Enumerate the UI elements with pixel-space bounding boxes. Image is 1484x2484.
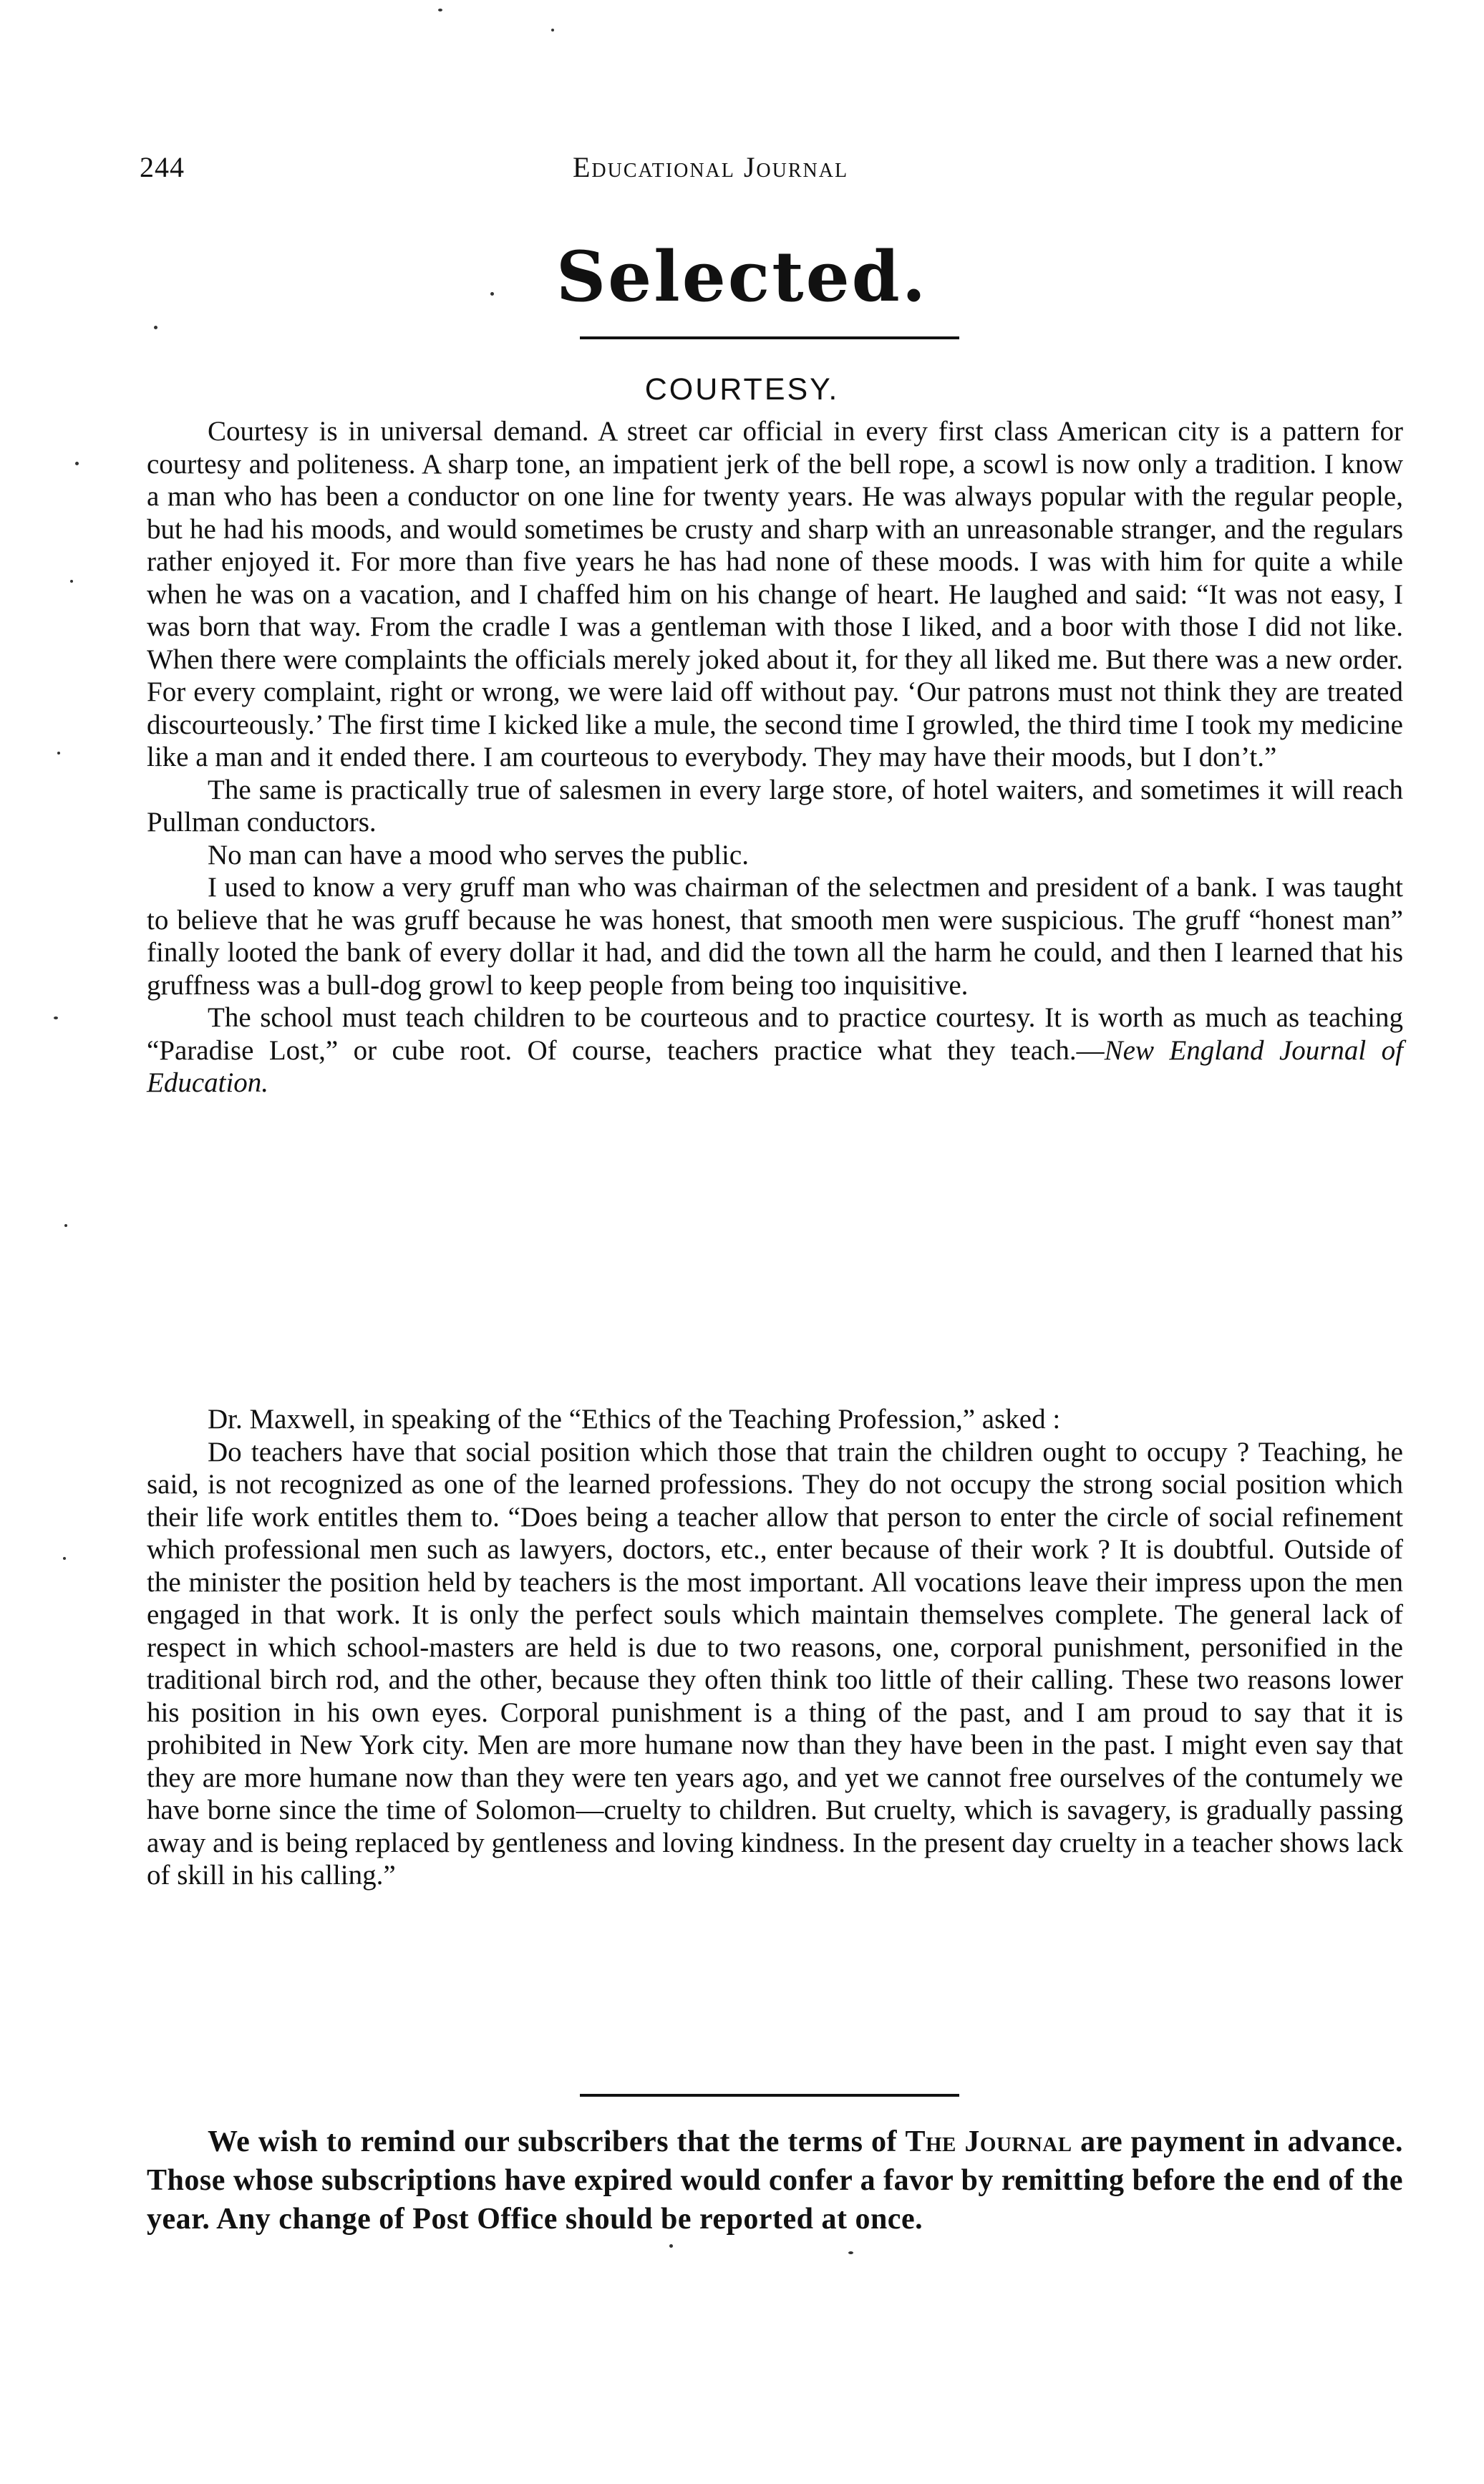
scan-speck <box>54 1017 58 1019</box>
scan-speck <box>438 9 442 11</box>
article-paragraph: No man can have a mood who serves the public. <box>208 839 749 870</box>
maxwell-article <box>147 1403 1403 1892</box>
scan-speck <box>848 2251 853 2254</box>
scan-speck <box>490 292 494 296</box>
courtesy-article <box>147 415 1403 1100</box>
scan-speck <box>64 1224 67 1227</box>
notice-paragraph <box>147 2122 1403 2238</box>
subscriber-notice <box>147 2122 1403 2238</box>
journal-name: The Journal <box>905 2125 1072 2158</box>
scan-speck <box>70 580 73 583</box>
scan-speck <box>669 2244 673 2248</box>
notice-lead: We wish to remind our subscribers that the terms of <box>208 2125 906 2158</box>
article-paragraph: Dr. Maxwell, in speaking of the “Ethics of the Teaching Profession,” asked : <box>208 1404 1061 1435</box>
article-paragraph-last <box>147 1001 1403 1100</box>
divider-rule <box>580 336 959 339</box>
scan-speck <box>75 462 79 465</box>
scan-speck <box>63 1557 66 1560</box>
article-paragraph: I used to know a very gruff man who was chairman of the selectmen and president of a bank. I was taught to believe that he was gruff because he was honest, that smooth men were suspicious. The gruff “honest man” finally looted the bank of every dollar it had, and did the town all the harm he could, and then I learned that his gruffness was a bull-dog growl to keep people from being too inquisitive. <box>147 872 1403 1001</box>
page-number: 244 <box>140 151 185 183</box>
page-header <box>140 150 1403 193</box>
scan-speck <box>551 29 554 31</box>
article-title: COURTESY. <box>644 372 840 407</box>
article-paragraph: Courtesy is in universal demand. A street car official in every first class American city is a pattern for courtesy and politeness. A sharp tone, an impatient jerk of the bell rope, a scowl is now only a tradition. I know a man who has been a conductor on one line for twenty years. He was always popular with the regular people, but he had his moods, and would sometimes be crusty and sharp with an unreasonable stranger, and the regulars rather enjoyed it. For more than five years he has had none of these moods. I was with him for quite a while when he was on a vacation, and I chaffed him on his change of heart. He laughed and said: “It was not easy, I was born that way. From the cradle I was a gentleman with those I liked, and a boor with those I did not like. When there were complaints the officials merely joked about it, for they all liked me. But there was a new order. For every complaint, right or wrong, we were laid off without pay. ‘Our patrons must not think they are treated discourteously.’ The first time I kicked like a mule, the second time I growled, the third time I took my medicine like a man and it ended there. I am courteous to everybody. They may have their moods, but I don’t.” <box>147 416 1403 772</box>
divider-rule <box>580 2094 959 2097</box>
scan-speck <box>57 752 60 755</box>
section-title: Selected. <box>556 236 928 317</box>
article-paragraph-text: The school must teach children to be courteous and to practice courtesy. It is worth as much as teaching “Paradise Lost,” or cube root. Of course, teachers practice what they teach.— <box>147 1002 1403 1066</box>
running-head: Educational Journal <box>573 151 849 183</box>
scan-speck <box>154 326 157 329</box>
article-source: New England Journal of Education. <box>147 1034 1403 1098</box>
article-paragraph: Do teachers have that social position which those that train the children ought to occupy ? Teaching, he said, is not recognized as one of the learned professions. They do not occupy the strong social position which their life work entitles them to. “Does being a teacher allow that person to enter the circle of social refinement which professional men such as lawyers, doctors, etc., enter because of their work ? It is doubtful. Outside of the minister the position held by teachers is the most important. All vocations leave their impress upon the men engaged in that work. It is only the perfect souls which maintain themselves complete. The general lack of respect in which school-masters are held is due to two reasons, one, corporal punishment, personified in the traditional birch rod, and the other, because they often think too little of their calling. These two reasons lower his position in his own eyes. Corporal punishment is a thing of the past, and I am proud to say that it is prohibited in New York city. Men are more humane now than they have been in the past. I might even say that they are more humane now than they were ten years ago, and yet we cannot free ourselves of the contumely we have borne since the time of Solomon—cruelty to children. But cruelty, which is savagery, is gradually passing away and is being replaced by gentleness and loving kindness. In the present day cruelty in a teacher shows lack of skill in his calling.” <box>147 1436 1403 1891</box>
notice-rest: are payment in advance. Those whose subscriptions have expired would confer a favor by remitting before the end of the year. Any change of Post Office should be reported at once. <box>147 2125 1403 2236</box>
article-paragraph: The same is practically true of salesmen in every large store, of hotel waiters, and sometimes it will reach Pullman conductors. <box>147 774 1403 838</box>
